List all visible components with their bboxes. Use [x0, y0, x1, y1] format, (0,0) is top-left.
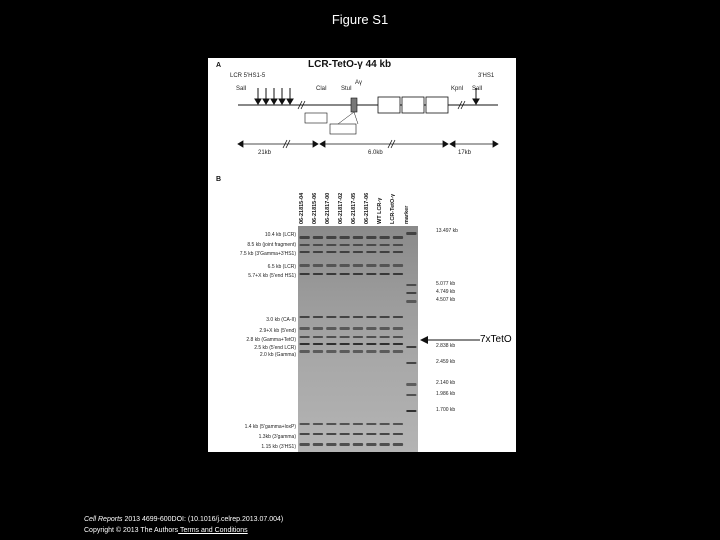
gel-band: [300, 423, 310, 425]
lane-header: 06-21817-05: [351, 192, 357, 224]
band-label: 6.5 kb (LCR): [267, 264, 296, 270]
band-label: 8.5 kb (joint fragment): [247, 242, 296, 248]
gel-band: [406, 292, 416, 294]
gel-band: [353, 236, 363, 239]
teto-box: [330, 124, 356, 134]
gel-band: [380, 273, 390, 275]
gel-band: [366, 273, 376, 275]
gel-band: [393, 251, 403, 253]
gel-band: [366, 423, 376, 425]
teto-callout-label: 7xTetO: [480, 334, 512, 345]
gel-band: [366, 350, 376, 353]
gel-band: [326, 251, 336, 253]
construct-title: LCR-TetO-γ 44 kb: [308, 59, 392, 70]
kpni-label: KpnI: [451, 86, 464, 92]
gel-band: [353, 244, 363, 246]
gel-band: [313, 327, 323, 330]
gel-band: [340, 350, 350, 353]
panel-b-label: B: [216, 176, 222, 183]
stui-label: StuI: [341, 86, 352, 92]
gel-band: [340, 336, 350, 338]
gel-band: [353, 264, 363, 267]
gel-band: [300, 343, 310, 345]
gel-band: [313, 343, 323, 345]
gel-band: [340, 251, 350, 253]
gel-band: [366, 244, 376, 246]
gel-band: [313, 264, 323, 267]
teto-element: [351, 98, 357, 112]
gel-band: [366, 343, 376, 345]
gel-band: [380, 244, 390, 246]
gel-band: [300, 433, 310, 435]
band-label: 2.0 kb (Gamma): [259, 352, 296, 358]
gel-band: [380, 316, 390, 318]
gel-band: [366, 433, 376, 435]
exon1-box: [378, 97, 400, 113]
gel-band: [393, 343, 403, 345]
gel-band: [300, 350, 310, 353]
gel-band: [353, 343, 363, 345]
gel-band: [326, 433, 336, 435]
band-label: 1.3kb (3'gamma): [258, 434, 296, 440]
gel-band: [326, 236, 336, 239]
gel-band: [326, 443, 336, 446]
citation-line: [84, 514, 283, 525]
gel-band: [340, 264, 350, 267]
gel-band: [353, 433, 363, 435]
clai-label: ClaI: [316, 86, 327, 92]
gel-band: [340, 423, 350, 425]
gel-band: [380, 433, 390, 435]
gel-band: [353, 443, 363, 446]
gel-band: [326, 273, 336, 275]
gel-band: [300, 327, 310, 330]
sall-right-label: SalI: [472, 86, 483, 92]
gel-band: [313, 336, 323, 338]
exon2-box: [402, 97, 424, 113]
gel-band: [380, 251, 390, 253]
gel-band: [393, 336, 403, 338]
figure-panel: [208, 58, 516, 452]
sall-left-label: SalI: [236, 86, 247, 92]
gel-band: [380, 423, 390, 425]
teto-callout-arrowhead: [420, 336, 428, 344]
gel-band: [366, 236, 376, 239]
gel-band: [340, 433, 350, 435]
gel-band: [380, 327, 390, 330]
gel-band: [380, 236, 390, 239]
gel-band: [366, 264, 376, 267]
marker-label: 4.507 kb: [436, 297, 456, 303]
marker-label: 2.459 kb: [436, 359, 456, 365]
gel-band: [366, 336, 376, 338]
gel-band: [393, 316, 403, 318]
lane-header: 06-21817-06: [364, 192, 370, 224]
ag-label: Aγ: [355, 80, 363, 86]
lane-header: WT LCR-γ: [377, 197, 383, 224]
gel-band: [353, 423, 363, 425]
gel-band: [340, 443, 350, 446]
gel-band: [393, 327, 403, 330]
gel-band: [300, 443, 310, 446]
slide-title: Figure S1: [331, 12, 389, 27]
marker-label: 1.986 kb: [436, 391, 456, 397]
gel-band: [406, 300, 416, 303]
gel-band: [326, 316, 336, 318]
gel-band: [406, 284, 416, 286]
band-label: 5.7+X kb (5'end HS1): [248, 273, 296, 279]
gel-band: [406, 383, 416, 386]
citation-doi: 2013 4699-600DOI: (10.1016/j.celrep.2013.07.004): [122, 516, 284, 523]
gel-band: [380, 264, 390, 267]
gel-band: [313, 423, 323, 425]
marker-label: 2.140 kb: [436, 380, 456, 386]
lane-header: 06-21817-02: [338, 192, 344, 224]
gel-band: [326, 327, 336, 330]
gel-band: [393, 244, 403, 246]
gel-band: [313, 443, 323, 446]
gel-band: [393, 443, 403, 446]
band-label: 2.5 kb (5'end LCR): [254, 345, 296, 351]
gel-band: [393, 423, 403, 425]
gel-band: [326, 343, 336, 345]
gel-band: [326, 264, 336, 267]
gel-band: [406, 394, 416, 396]
gel-band: [380, 343, 390, 345]
gel-band: [366, 251, 376, 253]
gel-band: [380, 350, 390, 353]
gel-band: [300, 273, 310, 275]
gel-band: [340, 316, 350, 318]
band-label: 1.15 kb (3'HS1): [261, 444, 296, 450]
panel-a-label: A: [216, 62, 222, 69]
gel-band: [340, 273, 350, 275]
gel-band: [406, 410, 416, 412]
copyright-text: Copyright © 2013 The Authors: [84, 527, 179, 534]
southern-blot-gel: [298, 226, 418, 452]
gel-band: [340, 236, 350, 239]
journal-name: Cell Reports: [84, 516, 123, 523]
hs3-label: 3'HS1: [478, 73, 495, 79]
lane-header: 06-21815-04: [299, 192, 305, 224]
gel-band: [313, 316, 323, 318]
gel-band: [313, 251, 323, 253]
marker-label: 5.077 kb: [436, 281, 456, 287]
gel-band: [393, 273, 403, 275]
gel-band: [300, 244, 310, 246]
gel-band: [380, 443, 390, 446]
marker-label: 1.700 kb: [436, 407, 456, 413]
marker-label: 13.497 kb: [436, 228, 458, 234]
gel-band: [340, 343, 350, 345]
gel-band: [300, 316, 310, 318]
gel-band: [326, 244, 336, 246]
copyright-line: [84, 525, 283, 536]
gel-band: [393, 264, 403, 267]
gel-band: [300, 264, 310, 267]
exon3-box: [426, 97, 448, 113]
citation: [84, 514, 283, 536]
gel-band: [313, 273, 323, 275]
gel-band: [353, 273, 363, 275]
gel-band: [406, 362, 416, 364]
gel-band: [313, 236, 323, 239]
dist-17-label: 17kb: [458, 150, 472, 156]
gel-band: [313, 350, 323, 353]
gel-band: [340, 327, 350, 330]
gel-band: [353, 350, 363, 353]
gel-band: [393, 433, 403, 435]
gel-band: [366, 443, 376, 446]
gel-band: [300, 336, 310, 338]
gel-band: [353, 327, 363, 330]
band-label: 10.4 kb (LCR): [264, 232, 296, 238]
band-label: 7.5 kb (3'Gamma+3'HS1): [239, 251, 296, 257]
distance-arrows: [238, 140, 498, 148]
terms-link[interactable]: Terms and Conditions: [178, 527, 248, 534]
gel-band: [406, 232, 416, 235]
dist-6-label: 6.0kb: [368, 150, 383, 156]
gel-band: [353, 336, 363, 338]
lane-header: LCR-TetO-γ: [390, 193, 396, 224]
dist-21-label: 21kb: [258, 150, 272, 156]
loxp-box: [305, 113, 327, 123]
gel-bands: [298, 226, 418, 452]
marker-label: 2.838 kb: [436, 343, 456, 349]
band-label: 2.9+X kb (5'end): [259, 328, 296, 334]
gel-band: [393, 350, 403, 353]
lcr-label: LCR 5'HS1-5: [230, 73, 266, 79]
gel-band: [366, 316, 376, 318]
gel-band: [406, 346, 416, 348]
gel-band: [340, 244, 350, 246]
marker-label: 4.749 kb: [436, 289, 456, 295]
gel-band: [353, 316, 363, 318]
lane-header: 06-21817-00: [325, 192, 331, 224]
gel-band: [313, 244, 323, 246]
band-label: 3.0 kb (CA-II): [266, 317, 296, 323]
gel-band: [380, 336, 390, 338]
gel-band: [300, 236, 310, 239]
lane-header: 06-21815-06: [312, 192, 318, 224]
gel-band: [300, 251, 310, 253]
gel-band: [326, 350, 336, 353]
band-label: 1.4 kb (5'gamma+loxP): [244, 424, 296, 430]
lane-header: marker: [404, 205, 410, 224]
gel-band: [326, 336, 336, 338]
gel-band: [326, 423, 336, 425]
gel-band: [353, 251, 363, 253]
gel-band: [313, 433, 323, 435]
band-label: 2.8 kb (Gamma+TetO): [246, 337, 296, 343]
gel-band: [366, 327, 376, 330]
gel-band: [393, 236, 403, 239]
